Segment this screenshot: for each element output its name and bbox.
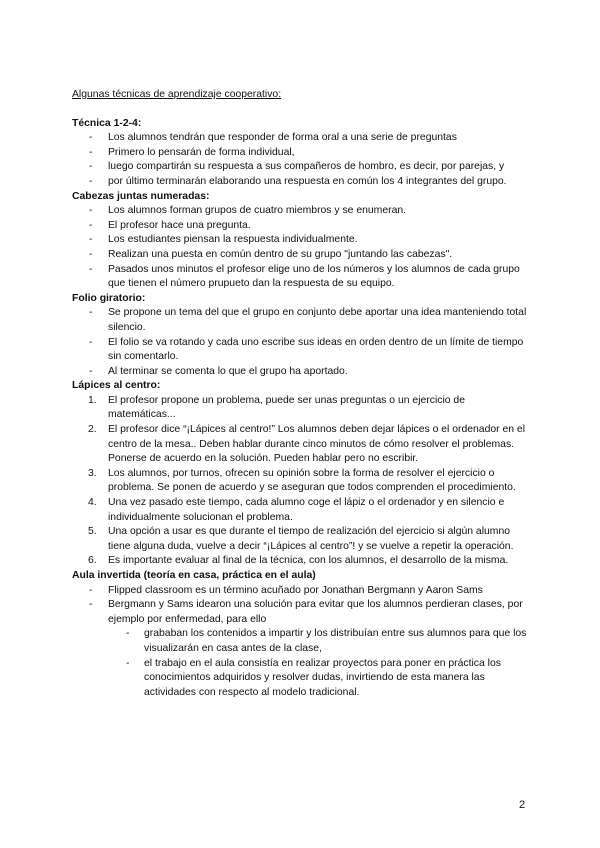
list-item: - por último terminarán elaborando una respuesta en común los 4 integrantes del grupo. — [72, 175, 530, 190]
page-number: 2 — [519, 799, 526, 811]
heading-lapices-centro: Lápices al centro: — [72, 380, 161, 392]
list-item: 2. El profesor dice “¡Lápices al centro!” Los alumnos deben dejar lápices o el ordenador en el centro de la mesa.. Deben hablar durante cinco minutos de cómo resolver el problemas. Ponerse de acuerdo en la solución. Pueden hablar pero no escribir. — [88, 424, 526, 465]
dash-marker: - — [89, 175, 93, 187]
list-tecnica-124 — [72, 131, 530, 189]
dash-marker: - — [126, 657, 130, 669]
list-item: - Al terminar se comenta lo que el grupo ha aportado. — [72, 365, 530, 380]
heading-folio-giratorio: Folio giratorio: — [72, 292, 146, 304]
dash-marker: - — [89, 263, 93, 275]
number-marker: 6. — [88, 555, 97, 567]
number-marker: 1. — [88, 394, 97, 406]
number-marker: 2. — [88, 424, 97, 436]
list-item: - Primero lo pensarán de forma individual, — [72, 146, 530, 161]
list-folio-giratorio — [72, 306, 530, 379]
dash-marker: - — [89, 146, 93, 158]
sublist-aula-invertida — [108, 627, 530, 700]
dash-marker: - — [89, 365, 93, 377]
list-item: 6. Es importante evaluar al final de la técnica, con los alumnos, el desarrollo de la misma. — [72, 554, 530, 569]
number-marker: 4. — [88, 497, 97, 509]
list-item: 4. Una vez pasado este tiempo, cada alumno coge el lápiz o el ordenador y en silencio e individualmente solucionan el problema. — [88, 497, 505, 523]
dash-marker: - — [89, 584, 93, 596]
dash-marker: - — [89, 219, 93, 231]
heading-tecnica-124: Técnica 1-2-4: — [72, 117, 142, 129]
list-item: - Los alumnos forman grupos de cuatro miembros y se enumeran. — [72, 204, 530, 219]
dash-marker: - — [89, 248, 93, 260]
list-item: - Pasados unos minutos el profesor elige uno de los números y los alumnos de cada grupo que tienen el número prupueto dan la respuesta de su equipo. — [89, 263, 520, 290]
sub-list-item: - el trabajo en el aula consistía en realizar proyectos para poner en práctica los conocimientos adquiridos y resolver dudas, invirtiendo de esta manera las actividades con respecto al modelo tradicional. — [126, 657, 501, 698]
list-item: - Los estudiantes piensan la respuesta individualmente. — [72, 233, 530, 248]
list-cabezas-juntas — [72, 204, 530, 292]
dash-marker: - — [126, 628, 130, 640]
dash-marker: - — [89, 336, 93, 348]
sub-list-item: - grababan los contenidos a impartir y los distribuían entre sus alumnos para que los visualizarán en casa antes de la clase, — [126, 628, 527, 654]
dash-marker: - — [89, 205, 93, 217]
dash-marker: - — [89, 234, 93, 246]
list-item: 1. El profesor propone un problema, puede ser unas preguntas o un ejercicio de matemáticas... — [88, 394, 465, 421]
list-item: - El profesor hace una pregunta. — [72, 219, 530, 234]
list-item: - Se propone un tema del que el grupo en conjunto debe aportar una idea manteniendo total silencio. — [89, 307, 527, 333]
dash-marker: - — [89, 599, 93, 611]
document-body — [72, 88, 530, 700]
document-title: Algunas técnicas de aprendizaje cooperativo: — [72, 89, 282, 100]
list-item: 3. Los alumnos, por turnos, ofrecen su opinión sobre la forma de resolver el ejercicio o problema. Se ponen de acuerdo y se aseguran que todos comprenden el procedimiento. — [88, 467, 516, 494]
list-aula-invertida — [72, 584, 530, 701]
list-item: 5. Una opción a usar es que durante el tiempo de realización del ejercicio si algún alumno tiene alguna duda, vuelve a decir “¡Lápices al centro”! y se vuelve a repetir la operación. — [88, 526, 514, 552]
dash-marker: - — [89, 307, 93, 319]
number-marker: 3. — [88, 467, 97, 479]
list-item: - Flipped classroom es un término acuñado por Jonathan Bergmann y Aaron Sams — [72, 584, 530, 599]
list-item: - Realizan una puesta en común dentro de su grupo "juntando las cabezas". — [72, 248, 530, 263]
list-item: - Los alumnos tendrán que responder de forma oral a una serie de preguntas — [72, 131, 530, 146]
heading-aula-invertida: Aula invertida (teoría en casa, práctica en el aula) — [72, 570, 316, 581]
dash-marker: - — [89, 161, 93, 173]
list-lapices-centro — [72, 394, 530, 569]
number-marker: 5. — [88, 526, 97, 538]
list-item: - Bergmann y Sams idearon una solución para evitar que los alumnos perdieran clases, por ejemplo por enfermedad, para ello - grababan los contenidos a impartir y los distribuían entre sus alumnos para que los visualizarán en casa antes de la clase, - el trabajo en el aula consistía en realizar proyectos para poner en práctica los conocimientos adquiridos y resolver dudas, invirtiendo de esta manera las actividades con respecto al modelo tradicional. — [72, 598, 530, 700]
list-item: - luego compartirán su respuesta a sus compañeros de hombro, es decir, por parejas, y — [72, 160, 530, 175]
list-item: - El folio se va rotando y cada uno escribe sus ideas en orden dentro de un límite de tiempo sin comentarlo. — [89, 336, 524, 363]
dash-marker: - — [89, 132, 93, 144]
heading-cabezas-juntas: Cabezas juntas numeradas: — [72, 190, 210, 202]
